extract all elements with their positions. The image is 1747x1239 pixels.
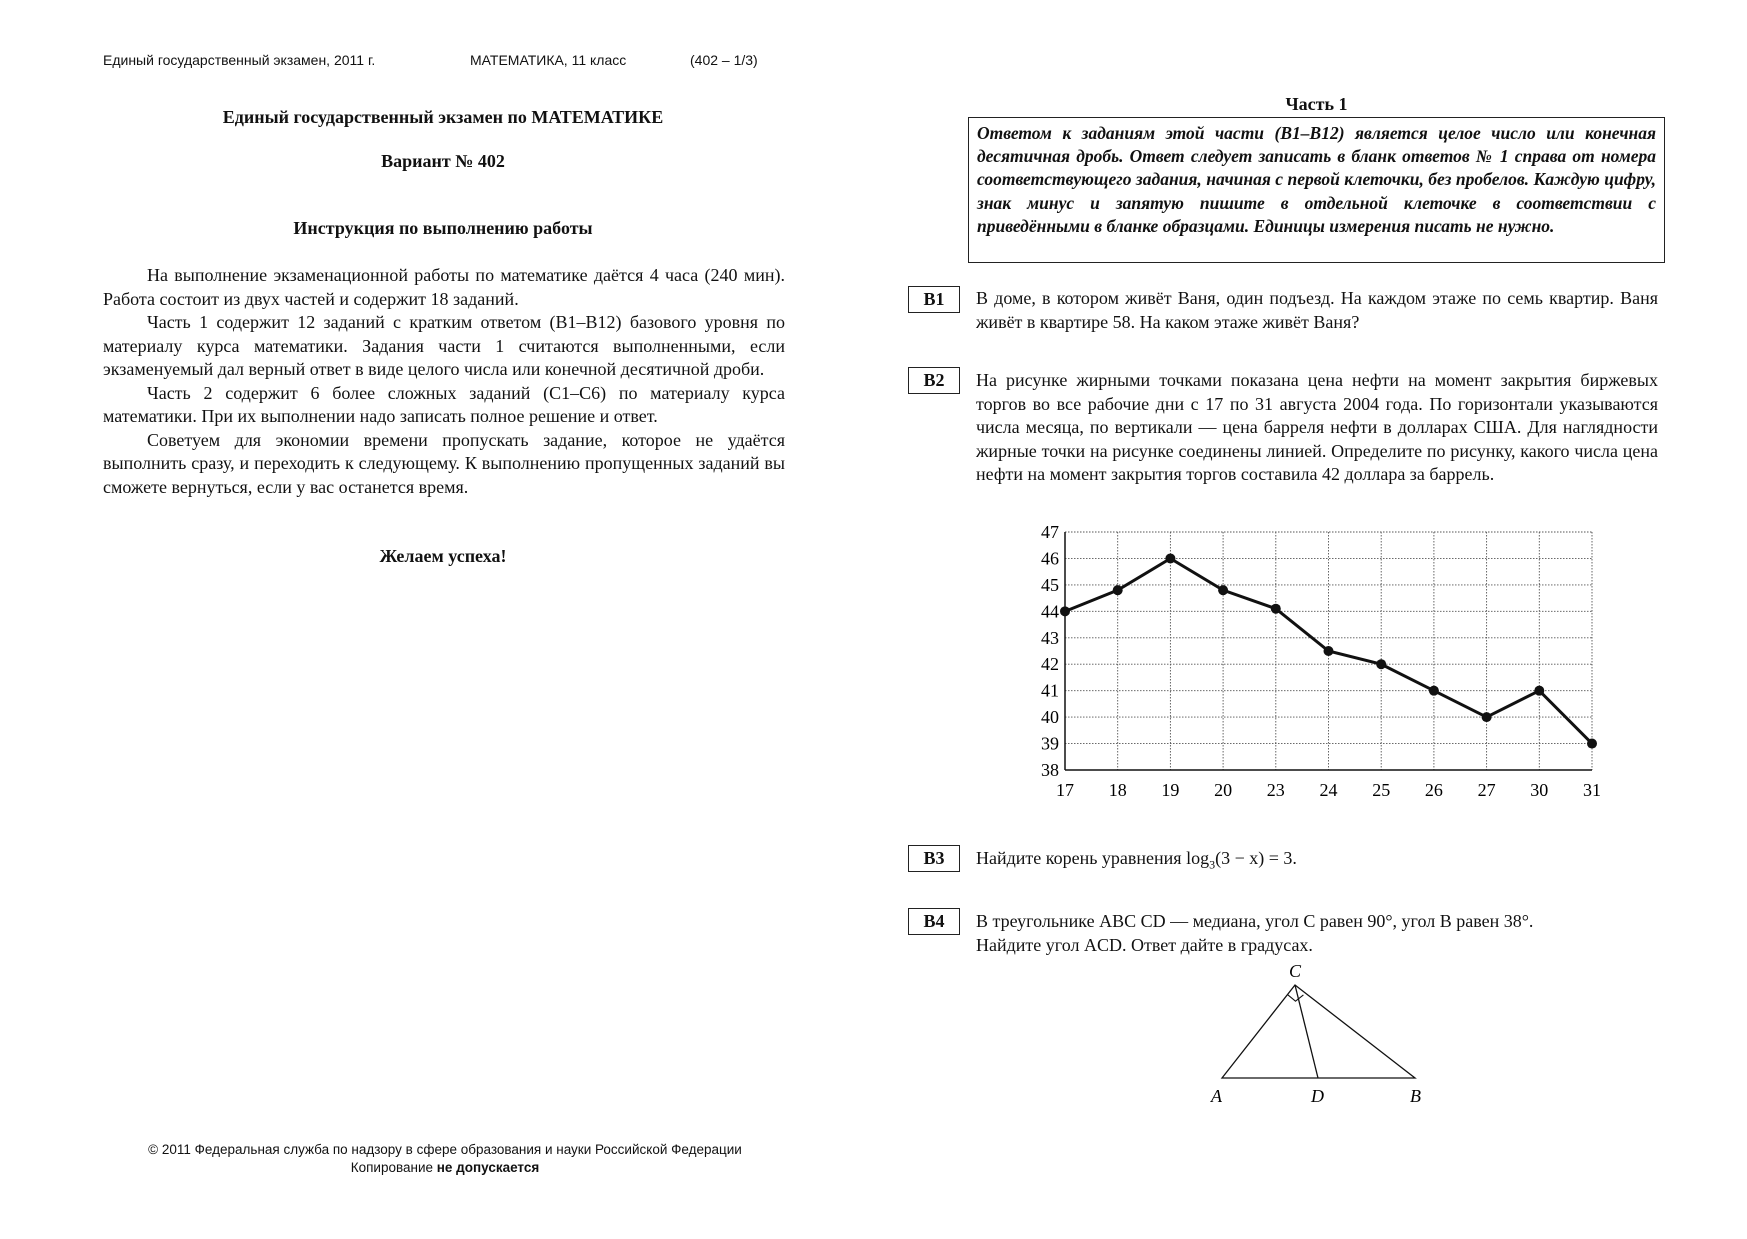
task-b2-text: На рисунке жирными точками показана цена нефти на момент закрытия биржевых торгов во все рабочие дни с 17 по 31 августа 2004 года. По горизонтали указываются числа месяца, по вертикали — цена барреля нефти в долларах США. Для наглядности жирные точки на рисунке соединены линией. Определите по рисунку, какого числа цена нефти на момент закрытия торгов составила 42 доллара за баррель.: [976, 370, 1658, 484]
y-tick-label: 45: [1041, 574, 1059, 595]
task-b4-line1: В треугольнике ABC CD — медиана, угол C равен 90°, угол B равен 38°.: [976, 911, 1534, 931]
part-title: Часть 1: [1285, 94, 1348, 114]
exam-title: Единый государственный экзамен по МАТЕМАТИКЕ: [222, 107, 664, 127]
price-point: [1429, 686, 1439, 696]
price-point: [1534, 686, 1544, 696]
x-tick-label: 31: [1583, 780, 1601, 800]
x-tick-label: 18: [1108, 780, 1127, 800]
x-tick-label: 19: [1161, 780, 1180, 800]
task-b4-text: [976, 910, 1658, 957]
vertex-d: D: [1311, 1086, 1324, 1106]
triangle-abc: [1222, 985, 1415, 1078]
x-tick-label: 20: [1214, 780, 1233, 800]
instruction-paragraph: На выполнение экзаменационной работы по математике даётся 4 часа (240 мин). Работа состоит из двух частей и содержит 18 заданий.: [103, 265, 785, 309]
vertex-b: B: [1410, 1086, 1421, 1106]
y-tick-label: 39: [1041, 733, 1059, 754]
task-b3-text: [976, 847, 1658, 877]
task-b3-suffix: .: [1292, 848, 1297, 868]
instruction-paragraph: Часть 2 содержит 6 более сложных заданий (С1–С6) по материалу курса математики. При их выполнении надо записать полное решение и ответ.: [103, 382, 785, 426]
copy-notice-bold: не допускается: [436, 1160, 540, 1175]
x-tick-label: 30: [1530, 780, 1549, 800]
equation-rest: (3 − x) = 3: [1215, 848, 1293, 868]
task-b3-prefix: Найдите корень уравнения: [976, 848, 1187, 868]
task-label-b1: B1: [908, 286, 960, 313]
y-tick-label: 41: [1041, 680, 1059, 701]
vertex-a: A: [1211, 1086, 1222, 1106]
instruction-title: Инструкция по выполнению работы: [293, 218, 593, 238]
copy-notice-prefix: Копирование: [350, 1160, 437, 1175]
instruction-paragraph: Часть 1 содержит 12 заданий с кратким ответом (B1–B12) базового уровня по материалу курса математики. Задания части 1 считаются выполненными, если экзаменуемый дал верный ответ в виде целого числа или конечной десятичной дроби.: [103, 312, 785, 379]
log-base: 3: [1209, 857, 1216, 872]
oil-price-chart: [1020, 520, 1620, 805]
y-tick-label: 44: [1041, 601, 1059, 622]
instruction-text: [103, 264, 785, 499]
log-symbol: log: [1186, 848, 1210, 868]
vertex-c: C: [1289, 961, 1302, 981]
instruction-paragraph: Советуем для экономии времени пропускать задание, которое не удаётся выполнить сразу, и переходить к следующему. К выполнению пропущенных заданий вы сможете вернуться, если у вас останется время.: [103, 429, 785, 497]
x-tick-label: 23: [1266, 780, 1285, 800]
part-instruction-box: Ответом к заданиям этой части (B1–B12) является целое число или конечная десятичная дробь. Ответ следует записать в бланк ответов № 1 справа от номера соответствующего задания, начиная с первой клеточки, без пробелов. Каждую цифру, знак минус и запятую пишите в отдельной клеточке в соответствии с приведёнными в бланке образцами. Единицы измерения писать не нужно.: [968, 117, 1665, 263]
y-tick-label: 40: [1041, 707, 1059, 728]
price-point: [1113, 585, 1123, 595]
header-subject: МАТЕМАТИКА, 11 класс: [470, 52, 627, 68]
y-tick-label: 42: [1041, 654, 1059, 675]
task-label-b2: B2: [908, 367, 960, 394]
header-code: (402 – 1/3): [690, 52, 758, 68]
copy-notice: [100, 1160, 790, 1175]
price-point: [1218, 585, 1228, 595]
copyright: © 2011 Федеральная служба по надзору в сфере образования и науки Российской Федерации: [148, 1142, 742, 1157]
task-label-b4: B4: [908, 908, 960, 935]
x-tick-label: 26: [1424, 780, 1443, 800]
x-tick-label: 17: [1056, 780, 1074, 800]
variant-title: Вариант № 402: [381, 151, 505, 171]
x-tick-label: 25: [1372, 780, 1391, 800]
good-luck: Желаем успеха!: [379, 546, 507, 566]
y-tick-label: 43: [1041, 627, 1059, 648]
price-point: [1482, 712, 1492, 722]
price-point: [1376, 659, 1386, 669]
price-point: [1060, 606, 1070, 616]
y-tick-label: 46: [1041, 548, 1059, 569]
price-point: [1324, 646, 1334, 656]
price-point: [1165, 553, 1175, 563]
triangle-figure: [1200, 955, 1450, 1115]
right-angle-mark: [1288, 995, 1304, 1002]
x-tick-label: 24: [1319, 780, 1338, 800]
price-point: [1587, 739, 1597, 749]
task-b4-line2: Найдите угол ACD. Ответ дайте в градусах.: [976, 934, 1313, 955]
y-tick-label: 38: [1041, 760, 1059, 780]
task-label-b3: B3: [908, 845, 960, 872]
header-exam: Единый государственный экзамен, 2011 г.: [103, 52, 376, 68]
y-tick-label: 47: [1041, 522, 1059, 542]
x-tick-label: 27: [1477, 780, 1496, 800]
task-b1-text: В доме, в котором живёт Ваня, один подъезд. На каждом этаже по семь квартир. Ваня живёт в квартире 58. На каком этаже живёт Ваня?: [976, 288, 1658, 332]
price-point: [1271, 604, 1281, 614]
